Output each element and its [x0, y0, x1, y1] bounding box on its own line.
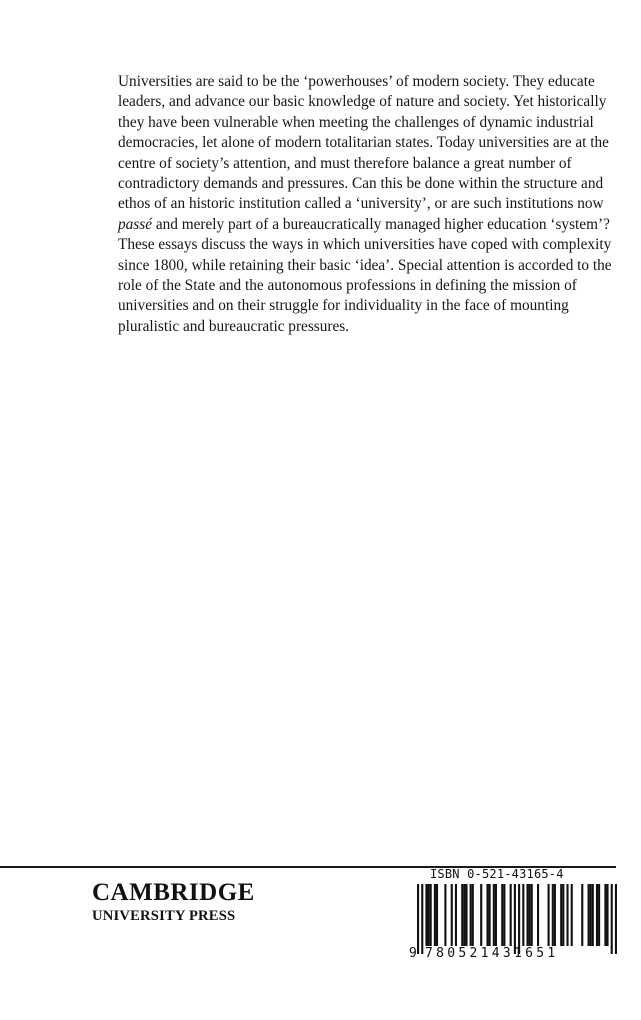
- blurb-line: These essays discuss the ways in which universities have coped with complexity: [118, 236, 612, 254]
- barcode-bar: [436, 884, 438, 946]
- barcode-bars: [417, 884, 617, 954]
- ean-first-digit: 9: [409, 946, 417, 961]
- barcode: [409, 884, 619, 970]
- blurb-italic-word: passé: [118, 215, 152, 233]
- barcode-bar: [425, 884, 427, 946]
- blurb-line: Universities are said to be the ‘powerhouses’ of modern society. They educate: [118, 73, 595, 90]
- isbn-label: ISBN 0-521-43165-4: [430, 867, 564, 881]
- barcode-bar: [518, 884, 520, 954]
- blurb-line: pluralistic and bureaucratic pressures.: [118, 317, 350, 335]
- barcode-bar: [493, 884, 495, 946]
- blurb-line: universities and on their struggle for individuality in the face of mounting: [118, 297, 569, 315]
- barcode-bar: [562, 884, 564, 946]
- blurb-line: contradictory demands and pressures. Can this be done within the structure and: [118, 174, 604, 192]
- barcode-bar: [428, 884, 430, 946]
- blurb-line: they have been vulnerable when meeting the challenges of dynamic industrial: [118, 113, 594, 131]
- barcode-bar: [501, 884, 503, 946]
- barcode-bar: [486, 884, 488, 946]
- barcode-bar: [554, 884, 556, 946]
- barcode-bar: [566, 884, 568, 946]
- barcode-bar: [606, 884, 608, 946]
- blurb-text: [118, 72, 612, 337]
- publisher-logo: [92, 880, 292, 926]
- barcode-bar: [451, 884, 453, 946]
- barcode-bar: [510, 884, 512, 946]
- barcode-bar: [548, 884, 550, 946]
- barcode-bar: [421, 884, 423, 954]
- blurb-line: centre of society’s attention, and must therefore balance a great number of: [118, 154, 572, 172]
- publisher-subtitle: UNIVERSITY PRESS: [92, 908, 236, 924]
- blurb-line: since 1800, while retaining their basic ‘idea’. Special attention is accorded to the: [118, 256, 612, 274]
- barcode-bar: [592, 884, 594, 946]
- barcode-bar: [444, 884, 446, 946]
- barcode-bar: [455, 884, 457, 946]
- barcode-bar: [495, 884, 497, 946]
- barcode-bar: [615, 884, 617, 954]
- barcode-bar: [434, 884, 436, 946]
- barcode-bar: [529, 884, 531, 946]
- barcode-bar: [604, 884, 606, 946]
- barcode-bar: [522, 884, 524, 946]
- barcode-bar: [598, 884, 600, 946]
- barcode-bar: [465, 884, 467, 946]
- blurb-line: democracies, let alone of modern totalitarian states. Today universities are at the: [118, 134, 609, 152]
- barcode-bar: [489, 884, 491, 946]
- ean-digits: 780521431651: [425, 946, 559, 961]
- barcode-bar: [596, 884, 598, 946]
- blurb-line: [118, 215, 610, 235]
- barcode-bar: [560, 884, 562, 946]
- barcode-bar: [526, 884, 528, 946]
- barcode-bar: [470, 884, 472, 946]
- barcode-bar: [430, 884, 432, 946]
- barcode-bar: [588, 884, 590, 946]
- barcode-bar: [581, 884, 583, 946]
- blurb-line-rest: and merely part of a bureaucratically managed higher education ‘system’?: [152, 215, 610, 233]
- barcode-bar: [531, 884, 533, 946]
- blurb-line: leaders, and advance our basic knowledge of nature and society. Yet historically: [118, 93, 607, 111]
- barcode-bar: [571, 884, 573, 946]
- barcode-bar: [552, 884, 554, 946]
- publisher-name: CAMBRIDGE: [92, 879, 255, 906]
- barcode-bar: [503, 884, 505, 946]
- blurb-line: role of the State and the autonomous professions in defining the mission of: [118, 276, 577, 294]
- barcode-bar: [472, 884, 474, 946]
- blurb-line: ethos of an historic institution called a ‘university’, or are such institutions now: [118, 195, 604, 213]
- barcode-bar: [480, 884, 482, 946]
- barcode-bar: [417, 884, 419, 954]
- barcode-bar: [611, 884, 613, 954]
- barcode-bar: [514, 884, 516, 954]
- barcode-bar: [537, 884, 539, 946]
- barcode-bar: [463, 884, 465, 946]
- barcode-bar: [590, 884, 592, 946]
- barcode-bar: [461, 884, 463, 946]
